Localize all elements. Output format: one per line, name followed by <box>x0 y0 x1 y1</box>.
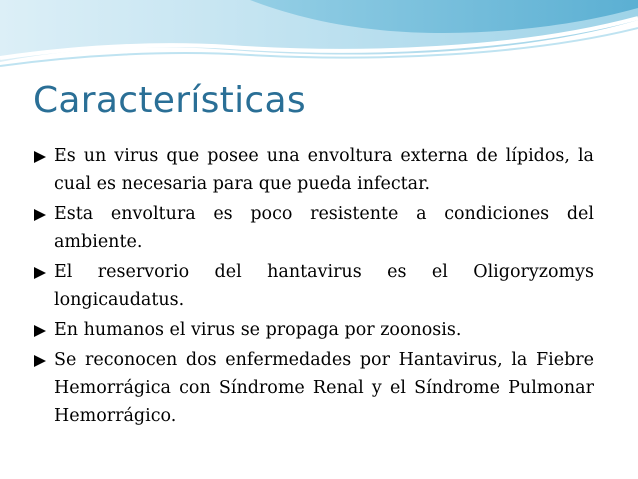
arrow-triangle-icon <box>34 267 46 279</box>
bullet-list <box>34 142 594 432</box>
bullet-text: Esta envoltura es poco resistente a condiciones del ambiente. <box>54 204 594 252</box>
arrow-triangle-icon <box>34 325 46 337</box>
list-item <box>34 258 594 314</box>
bullet-text: En humanos el virus se propaga por zoonosis. <box>54 320 462 340</box>
list-item <box>34 142 594 198</box>
bullet-text: Se reconocen dos enfermedades por Hantavirus, la Fiebre Hemorrágica con Síndrome Renal y el Síndrome Pulmonar Hemorrágico. <box>54 350 594 426</box>
slide-title: Características <box>33 80 306 121</box>
list-item <box>34 346 594 430</box>
bullet-text: Es un virus que posee una envoltura externa de lípidos, la cual es necesaria para que pueda infectar. <box>54 146 594 194</box>
bullet-text: El reservorio del hantavirus es el Oligoryzomys longicaudatus. <box>54 262 594 310</box>
arrow-triangle-icon <box>34 209 46 221</box>
list-item <box>34 200 594 256</box>
header-wave-decoration <box>0 0 638 80</box>
arrow-triangle-icon <box>34 355 46 367</box>
list-item <box>34 316 594 344</box>
arrow-triangle-icon <box>34 151 46 163</box>
